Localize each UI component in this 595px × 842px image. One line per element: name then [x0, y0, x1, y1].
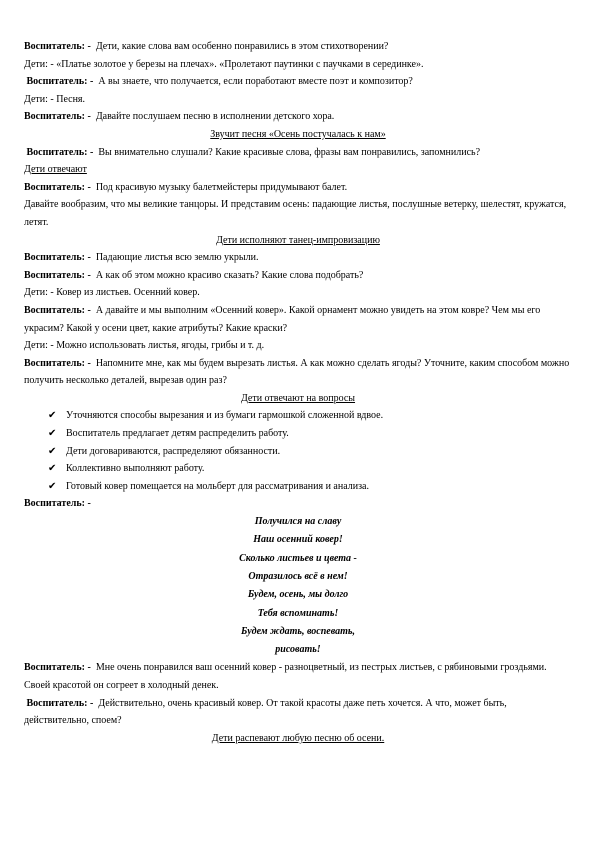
stage-direction: Звучит песня «Осень постучалась к нам» [210, 128, 386, 140]
poem-line: Сколько листьев и цвета - [239, 552, 357, 564]
line-text: А давайте и мы выполним «Осенний ковер». Какой орнамент можно увидеть на этом ковре? Чем мы его украсим? Какой у осени цвет, какие атрибуты? Какие краски? [24, 304, 541, 334]
line-text: Мне очень понравился ваш осенний ковер - разноцветный, из пестрых листьев, с рябиновыми гроздьями. Своей красотой он согреет в холодный денек. [24, 662, 547, 691]
line-text: Действительно, очень красивый ковер. От такой красоты даже петь хочется. А что, может быть, действительно, споем? [24, 697, 507, 727]
stage-direction: Дети исполняют танец-импровизацию [216, 234, 380, 246]
dialogue-line [24, 73, 572, 91]
dialogue-line [24, 249, 572, 267]
dialogue-line [24, 659, 572, 694]
speaker-label: Воспитатель: - [24, 252, 91, 264]
stage-direction: Дети отвечают [24, 164, 87, 176]
speaker-label: Воспитатель: - [26, 76, 94, 88]
list-item [48, 443, 572, 461]
speaker-label: Воспитатель: - [24, 662, 91, 674]
dialogue-line [24, 56, 572, 74]
dialogue-line [24, 267, 572, 285]
list-item-text: Уточняются способы вырезания и из бумаги гармошкой сложенной вдвое. [66, 410, 384, 422]
speaker-label: Воспитатель: - [24, 304, 91, 316]
narration-text: Давайте вообразим, что мы великие танцоры. И представим осень: падающие листья, послушные ветерку, шелестят, кружатся, летят. [24, 199, 567, 228]
dialogue-line [24, 337, 572, 355]
check-icon: ✔ [48, 445, 57, 457]
poem-line: Наш осенний ковер! [253, 534, 343, 546]
line-text: Песня. [56, 93, 86, 105]
dialogue-line [24, 355, 572, 390]
speaker-label: Дети: - [24, 287, 54, 299]
poem [24, 513, 572, 659]
speaker-label: Воспитатель: - [24, 41, 91, 52]
line-text: А как об этом можно красиво сказать? Какие слова подобрать? [95, 269, 364, 281]
speaker-label: Воспитатель: - [24, 269, 91, 281]
stage-direction: Дети отвечают на вопросы [240, 392, 356, 404]
dialogue-line [24, 302, 572, 337]
line-text: А вы знаете, что получается, если поработают вместе поэт и композитор? [98, 76, 413, 88]
check-icon: ✔ [48, 410, 57, 422]
poem-line: Будем, осень, мы долго [247, 589, 349, 601]
line-text: «Платье золотое у березы на плечах». «Пролетают паутинки с паучками в серединке». [56, 58, 424, 70]
line-text: Падающие листья всю землю укрыли. [95, 252, 259, 264]
check-icon: ✔ [48, 480, 57, 492]
line-text: Под красивую музыку балетмейстеры придумывают балет. [95, 181, 348, 193]
line-text: Вы внимательно слушали? Какие красивые слова, фразы вам понравились, запомнились? [98, 146, 481, 158]
line-text: Дети, какие слова вам особенно понравились в этом стихотворении? [95, 41, 389, 52]
dialogue-line [24, 108, 572, 126]
poem-line: Получился на славу [254, 516, 342, 528]
dialogue-line [24, 495, 572, 513]
speaker-label: Воспитатель: - [24, 181, 91, 193]
list-item [48, 425, 572, 443]
dialogue-line [24, 695, 572, 730]
dialogue-line [24, 91, 572, 109]
list-item [48, 478, 572, 496]
poem-line: Отразилось всё в нем! [248, 570, 348, 582]
list-item [48, 460, 572, 478]
speaker-label: Воспитатель: - [24, 498, 91, 510]
line-text: Напомните мне, как мы будем вырезать листья. А как можно сделать ягоды? Уточните, каким способом можно получить несколько деталей, вырезав один раз? [24, 357, 570, 387]
dialogue-line [24, 284, 572, 302]
speaker-label: Дети: - [24, 340, 54, 352]
document-page [24, 38, 572, 747]
line-text: Ковер из листьев. Осенний ковер. [56, 287, 200, 299]
stage-direction: Дети распевают любую песню об осени. [211, 732, 385, 744]
poem-line: Будем ждать, воспевать, [241, 625, 355, 637]
check-icon: ✔ [48, 463, 57, 475]
dialogue-line [24, 38, 572, 56]
dialogue-line [24, 179, 572, 197]
list-item-text: Дети договариваются, распределяют обязанности. [66, 445, 281, 457]
list-item [48, 407, 572, 425]
dialogue-line [24, 144, 572, 162]
list-item-text: Готовый ковер помещается на мольберт для рассматривания и анализа. [66, 480, 369, 492]
speaker-label: Дети: - [24, 93, 54, 105]
checklist [24, 407, 572, 495]
check-icon: ✔ [48, 428, 57, 440]
poem-line: Тебя вспоминать! [257, 607, 339, 619]
speaker-label: Воспитатель: - [24, 357, 91, 369]
speaker-label: Дети: - [24, 58, 54, 70]
line-text: Можно использовать листья, ягоды, грибы и т. д. [56, 340, 265, 352]
poem-line: рисовать! [275, 644, 321, 656]
speaker-label: Воспитатель: - [24, 111, 91, 123]
speaker-label: Воспитатель: - [26, 697, 94, 709]
speaker-label: Воспитатель: - [26, 146, 94, 158]
list-item-text: Воспитатель предлагает детям распределить работу. [66, 428, 289, 440]
list-item-text: Коллективно выполняют работу. [66, 463, 205, 475]
line-text: Давайте послушаем песню в исполнении детского хора. [95, 111, 335, 123]
